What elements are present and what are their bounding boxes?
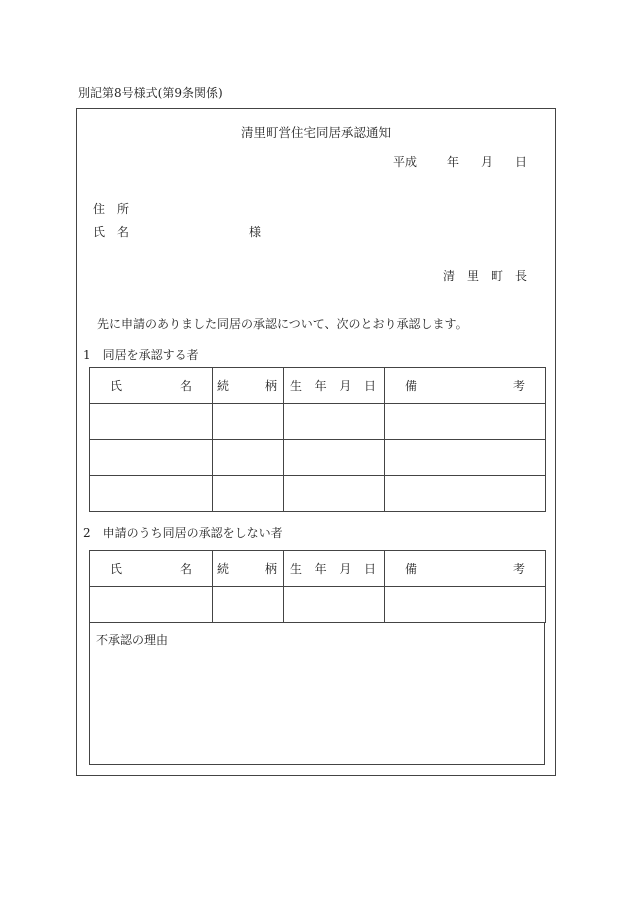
honorific-label: 様 — [249, 225, 262, 239]
relation-cell[interactable] — [213, 440, 284, 476]
notes-cell[interactable] — [385, 440, 546, 476]
rejected-persons-table — [89, 550, 546, 623]
notice-frame — [76, 108, 556, 776]
date-line — [393, 153, 527, 170]
header-birthdate: 生 年 月 日 — [284, 368, 385, 404]
notice-title: 清里町営住宅同居承認通知 — [240, 125, 391, 140]
birthdate-cell[interactable] — [284, 404, 385, 440]
name-label: 氏 名 — [93, 225, 130, 239]
date-era: 平成 — [392, 155, 417, 169]
rejection-reason-box[interactable] — [89, 623, 545, 765]
notes-cell[interactable] — [385, 476, 546, 512]
birthdate-cell[interactable] — [284, 476, 385, 512]
relation-cell[interactable] — [213, 587, 284, 623]
header-notes: 備 考 — [385, 368, 546, 404]
header-name: 氏 名 — [90, 551, 213, 587]
header-name: 氏 名 — [90, 368, 213, 404]
date-year: 年 — [446, 155, 459, 169]
table-row — [90, 440, 546, 476]
notes-cell[interactable] — [385, 404, 546, 440]
table-row — [90, 404, 546, 440]
table-row — [90, 476, 546, 512]
address-label: 住 所 — [93, 202, 130, 216]
relation-cell[interactable] — [213, 404, 284, 440]
section1-heading: 1 同居を承認する者 — [83, 348, 199, 362]
date-day: 日 — [514, 155, 527, 169]
date-month: 月 — [480, 155, 493, 169]
header-relation: 続 柄 — [213, 551, 284, 587]
table-header-row — [90, 368, 546, 404]
section2-heading: 2 申請のうち同居の承認をしない者 — [83, 526, 283, 540]
name-cell[interactable] — [90, 404, 213, 440]
birthdate-cell[interactable] — [284, 587, 385, 623]
header-notes: 備 考 — [385, 551, 546, 587]
form-number-label: 別記第8号様式(第9条関係) — [78, 86, 223, 100]
rejection-reason-label: 不承認の理由 — [96, 633, 169, 647]
approved-persons-table — [89, 367, 546, 512]
table-header-row — [90, 551, 546, 587]
name-cell[interactable] — [90, 587, 213, 623]
header-relation: 続 柄 — [213, 368, 284, 404]
notice-body: 先に申請のありました同居の承認について、次のとおり承認します。 — [97, 317, 468, 331]
relation-cell[interactable] — [213, 476, 284, 512]
name-cell[interactable] — [90, 440, 213, 476]
table-row — [90, 587, 546, 623]
header-birthdate: 生 年 月 日 — [284, 551, 385, 587]
birthdate-cell[interactable] — [284, 440, 385, 476]
notes-cell[interactable] — [385, 587, 546, 623]
issuer-label: 清 里 町 長 — [442, 269, 527, 283]
name-cell[interactable] — [90, 476, 213, 512]
